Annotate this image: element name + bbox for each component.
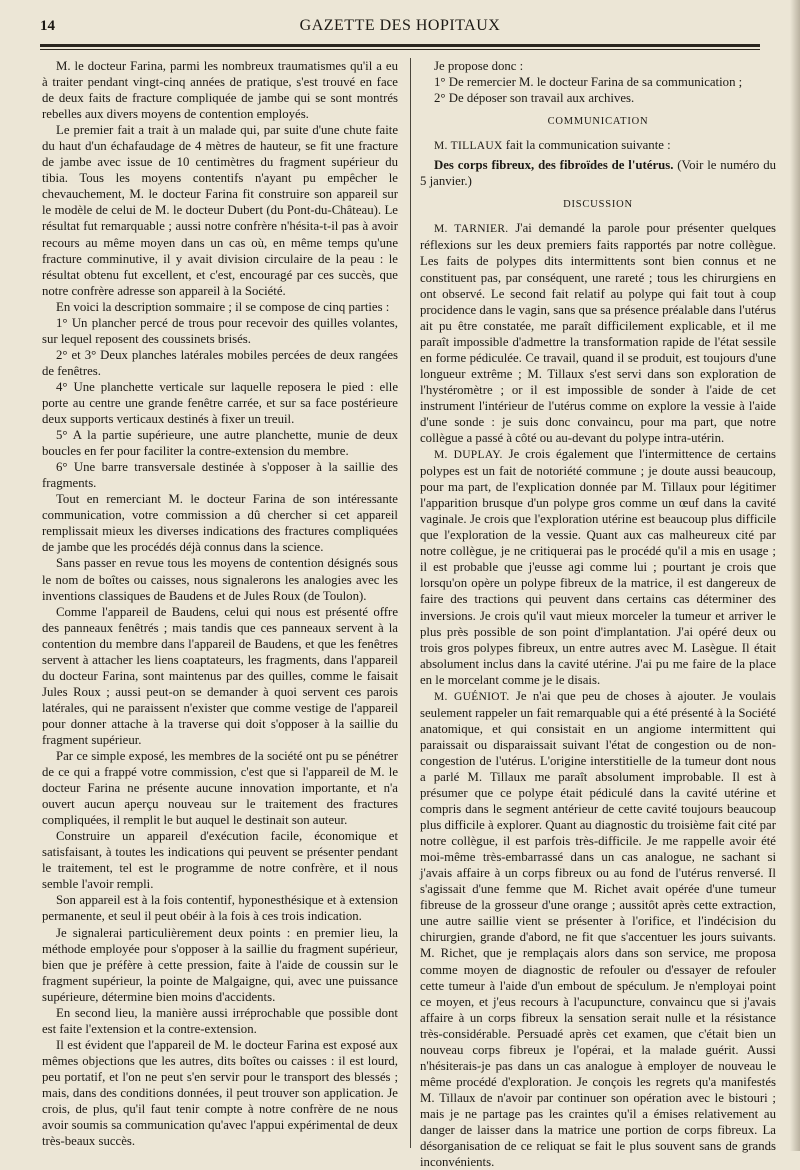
- paragraph: 1° Un plancher percé de trous pour recevoir des quilles volantes, sur lequel reposent des coussinets brisés.: [42, 315, 398, 346]
- page-edge-shadow: [790, 0, 800, 1151]
- proposal-item: 1° De remercier M. le docteur Farina de sa communication ;: [434, 75, 743, 90]
- paragraph: 5° A la partie supérieure, une autre planchette, munie de deux boucles en fer pour faciliter la contre-extension du membre.: [42, 428, 398, 459]
- column-divider: [410, 58, 411, 1148]
- communication-intro: M. TILLAUX fait la communication suivante :: [434, 138, 671, 153]
- paragraph: Il est évident que l'appareil de M. le docteur Farina est exposé aux mêmes objections que les autres, dits boîtes ou caisses : il est lourd, peu portatif, et l'on ne peut s'en servir pour le transport des blessés ; mais, dans des conditions données, il peut trouver son application. Je crois, de plus, qu'il faut tenir compte à notre confrère de ne nous avoir soumis sa communication qu'avec l'appui expérimental de deux très-beaux succès.: [42, 1037, 398, 1149]
- speaker-name: M. TARNIER.: [434, 223, 509, 236]
- discussion-paragraph: M. TARNIER. J'ai demandé la parole pour présenter quelques réflexions sur les deux premiers faits rapportés par notre collègue. Les faits de polypes dits intermittents sont bien connus et ne constituent pas, par conséquent, une rareté ; tous les chirurgiens en ont observé. Le second fait relatif au polype qui fait tout à coup procidence dans le vagin, sans que sa présence préalable dans l'utérus ait pu être constatée, me paraît difficilement explicable, et il me paraît impossible d'admettre la transformation rapide de l'état sessile en forme pédiculée. Ce travail, quand il se produit, est toujours d'une longueur extrême ; M. Tillaux s'est servi dans son exploration de l'hystéromètre ; or il est impossible de sonder à l'aide de cet instrument l'intérieur de l'utérus comme on explore la vessie à l'aide d'une sonde : je suis donc convaincu, pour ma part, que notre collègue a passé à côté ou au-devant du polype intra-utérin.: [420, 221, 776, 445]
- section-heading-communication: COMMUNICATION: [547, 116, 649, 128]
- paragraph: Comme l'appareil de Baudens, celui qui nous est présenté offre des panneaux fenêtrés ; mais tandis que ces panneaux servent à la contention du membre dans l'appareil de Baudens, et que les fenêtres servent à attacher les liens coaptateurs, les fragments, dans l'appareil du docteur Farina, sont maintenus par des quilles, comme le faisait Jules Roux ; aussi peut-on se demander à quoi servent ces parois latérales, qui ne paraissent n'exister que comme vestige de l'appareil pour donner attache à la traverse qui doit s'opposer à la saillie du fragment supérieur.: [42, 604, 398, 747]
- header-rule-thick: [40, 44, 760, 47]
- page-header: [40, 14, 760, 40]
- paragraph: M. le docteur Farina, parmi les nombreux traumatismes qu'il a eu à traiter pendant vingt-cinq années de pratique, s'est trouvé en face de deux faits de fracture compliquée de jambe qui se sont montrés rebelles aux divers moyens de contention employés.: [42, 59, 398, 122]
- communication-title: Des corps fibreux, des fibroïdes de l'utérus. (Voir le numéro du 5 janvier.): [420, 158, 777, 189]
- paragraph: En voici la description sommaire ; il se compose de cinq parties :: [56, 299, 390, 314]
- discussion-paragraph: M. GUÉNIOT. Je n'ai que peu de choses à ajouter. Je voulais seulement rappeler un fait remarquable qui a été présenté à la Société anatomique, et qui consistait en un angiome intermittent qui paraissait ou disparaissait suivant l'état de congestion ou de non-congestion de l'utérus. L'origine interstitielle de la tumeur dont nous a parlé M. Tillaux me paraît absolument improbable. Il est à présumer que ce polype était pédiculé dans la cavité utérine et compris dans le segment antérieur de cette cavité toujours beaucoup plus difficile à explorer. Quant au diagnostic du troisième fait cité par notre collègue, il est parfois très-difficile. Je me rappelle avoir été moi-même très-embarrassé dans un cas analogue, ne sachant si j'avais affaire à un corps fibreux ou au fond de l'utérus renversé. Il s'agissait d'une femme que M. Richet avait opérée d'une tumeur fibreuse de la grosseur d'une orange ; aussitôt après cette extraction, une autre saillie vient se présenter à l'orifice, et l'indécision du chirurgien, grande d'abord, ne fit que s'accentuer les jours suivants. M. Richet, que je remplaçais alors dans son service, me proposa comme moyen de diagnostic de refouler ou d'essayer de refouler cette tumeur à l'aide d'un embout de spéculum. Je n'employai point ce moyen, et j'eus recours à l'acupuncture, convaincu que si j'avais affaire à un corps fibreux la sensation serait nulle et la résistance très-considérable. Persuadé après cet examen, que c'était bien un nouveau corps fibreux je l'opérai, et la malade guérit. Aussi n'hésiterais-je pas dans un cas analogue à employer de nouveau le même procédé d'exploration. Je conçois les regrets qu'a manifestés M. Tillaux de n'avoir par continuer son opération avec le bistouri ; mais je ne partage pas les craintes qu'il a émises relativement au danger de laisser dans la matrice une portion de corps fibreux. La désorganisation de ce reliquat se fait le plus souvent sans de grands inconvénients.: [420, 688, 776, 1170]
- right-column: [420, 58, 776, 1170]
- paragraph: En second lieu, la manière aussi irréprochable que possible dont est faite l'extension et la contre-extension.: [42, 1005, 398, 1036]
- discussion-paragraph: M. DUPLAY. Je crois également que l'intermittence de certains polypes est un fait de notoriété commune ; je doute aussi beaucoup, pour ma part, de l'explication donnée par M. Tillaux pour légitimer l'apparition brusque d'un polype gros comme un œuf dans la cavité vaginale. Je crois que l'exploration utérine est beaucoup plus difficile que l'exploration de la vessie. Quant aux cas malheureux cité par notre collègue, je ne critiquerai pas le procédé qu'il a mis en usage ; il est probable que j'eusse agi comme lui ; pourtant je crois que lorsqu'on opère un polype fibreux de la matrice, il est dangereux de faire des tractions qui peuvent dans certains cas déterminer des inversions. Je crois qu'il vaut mieux morceler la tumeur et arriver le plus près possible de son point d'implantation. J'ai opéré deux ou trois gros polypes fibreux, un entre autres avec M. Lasègue. Il était absolument inclus dans la cavité utérine. J'ai pu me faire de la place en le morcelant comme je le disais.: [420, 447, 777, 687]
- paragraph: Tout en remerciant M. le docteur Farina de son intéressante communication, votre commission a dû chercher si cet appareil remplissait mieux les diverses indications des fractures compliquées de jambe que les procédés déjà connus dans la science.: [42, 492, 398, 555]
- section-heading-discussion: DISCUSSION: [563, 199, 633, 211]
- journal-title: GAZETTE DES HOPITAUX: [299, 17, 501, 34]
- paragraph: 6° Une barre transversale destinée à s'opposer à la saillie des fragments.: [42, 460, 398, 491]
- speaker-name: M. DUPLAY.: [434, 449, 503, 462]
- paragraph: Par ce simple exposé, les membres de la société ont pu se pénétrer de ce qui a frappé votre commission, c'est que si l'appareil de M. le docteur Farina ne présente aucune innovation importante, et n'a ouvert aucun aperçu nouveau sur le traitement des fractures compliquées, il remplit le but auquel le destinait son auteur.: [42, 749, 398, 828]
- paragraph: Son appareil est à la fois contentif, hyponesthésique et à extension permanente, et seul il peut obéir à la fois à ces trois indication.: [42, 893, 398, 924]
- header-rule-thin: [40, 49, 760, 50]
- paragraph: Construire un appareil d'exécution facile, économique et satisfaisant, à toutes les indications qui peuvent se présenter pendant le traitement, tel est le programme de notre confrère, et il nous semble l'avoir rempli.: [42, 829, 398, 892]
- paragraph: Le premier fait a trait à un malade qui, par suite d'une chute faite du haut d'un échafaudage de 4 mètres de hauteur, se fit une fracture de jambe avec issue de 10 centimètres du fragment supérieur du tibia. Tous les moyens contentifs n'ayant pu empêcher le chevauchement, M. le docteur Farina fit construire son appareil sur le modèle de celui de M. le docteur Dubert (du Pont-du-Château). Le résultat fut remarquable ; aussi notre confrère n'hésita-t-il pas à avoir recours au même moyen dans un cas où, en même temps qu'une fracture comminutive, il y avait division circulaire de la peau : le résultat obtenu fut excellent, et c'est, encouragé par ces succès, que notre confrère adresse son appareil à la Société.: [42, 123, 398, 298]
- speaker-name: M. TILLAUX: [434, 140, 503, 153]
- paragraph: Sans passer en revue tous les moyens de contention désignés sous le nom de boîtes ou caisses, nous signalerons les analogies avec les inventions classiques de Baudens et de Jules Roux (de Toulon).: [42, 556, 398, 603]
- proposals-intro: Je propose donc :: [434, 59, 524, 73]
- page-number: 14: [40, 18, 55, 34]
- communication-title-bold: Des corps fibreux, des fibroïdes de l'utérus.: [434, 158, 674, 173]
- paragraph: 2° et 3° Deux planches latérales mobiles percées de deux rangées de fenêtres.: [42, 347, 398, 378]
- proposal-item: 2° De déposer son travail aux archives.: [434, 91, 635, 106]
- speaker-name: M. GUÉNIOT.: [434, 690, 510, 703]
- paragraph: Je signalerai particulièrement deux points : en premier lieu, la méthode employée pour s'opposer à la saillie du fragment supérieur, bien que je préfère à cette pression, faite à l'aide de coussin sur le fragment supérieur, la pointe de Malgaigne, qui, avec une puissance supérieure, détermine bien moins d'accidents.: [42, 925, 398, 1004]
- paragraph: 4° Une planchette verticale sur laquelle reposera le pied : elle porte au centre une grande fenêtre carrée, et sur sa face postérieure deux supports verticaux destinés à fixer un treuil.: [42, 379, 398, 427]
- left-column: [42, 58, 398, 1149]
